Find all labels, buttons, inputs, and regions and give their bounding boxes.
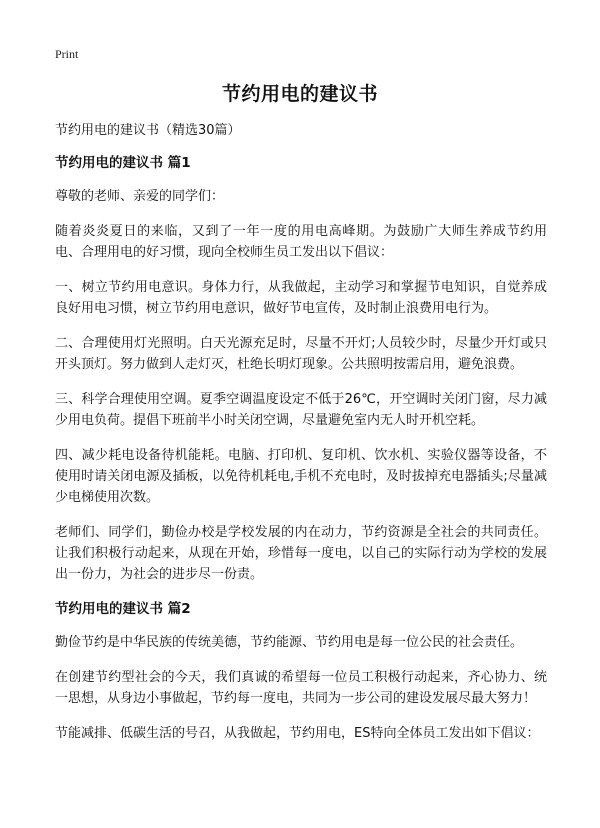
paragraph: 勤俭节约是中华民族的传统美德，节约能源、节约用电是每一位公民的社会责任。 [55,635,524,650]
document-subtitle: 节约用电的建议书（精选30篇） [55,123,241,138]
print-link[interactable]: Print [55,47,79,61]
paragraph: 四、减少耗电设备待机能耗。电脑、打印机、复印机、饮水机、实验仪器等设备，不使用时请关闭电源及插板，以免待机耗电,手机不充电时，及时拔掉充电器插头;尽量减少电梯使用次数。 [55,448,547,505]
paragraph: 老师们、同学们，勤俭办校是学校发展的内在动力，节约资源是全社会的共同责任。让我们积极行动起来，从现在开始，珍惜每一度电，以自己的实际行动为学校的发展出一份力，为社会的进步尽一份责。 [55,525,547,582]
page-title: 节约用电的建议书 [221,83,378,105]
section-1 [55,153,547,585]
section-heading: 节约用电的建议书 篇1 [55,155,191,171]
section-heading: 节约用电的建议书 篇2 [55,601,191,617]
paragraph: 在创建节约型社会的今天，我们真诚的希望每一位员工积极行动起来，齐心协力、统一思想，从身边小事做起，节约每一度电，共同为一步公司的建设发展尽最大努力！ [55,670,547,706]
section-2 [55,599,547,744]
document-body [55,120,547,758]
paragraph: 三、科学合理使用空调。夏季空调温度设定不低于26℃，开空调时关闭门窗，尽力减少用电负荷。提倡下班前半小时关闭空调，尽量避免室内无人时开机空耗。 [55,392,547,428]
paragraph: 二、合理使用灯光照明。白天光源充足时，尽量不开灯;人员较少时，尽量少开灯或只开头顶灯。努力做到人走灯灭，杜绝长明灯现象。公共照明按需启用，避免浪费。 [55,336,547,372]
paragraph: 随着炎炎夏日的来临，又到了一年一度的用电高峰期。为鼓励广大师生养成节约用电、合理用电的好习惯，现向全校师生员工发出以下倡议： [55,224,547,260]
paragraph: 尊敬的老师、亲爱的同学们： [55,189,225,204]
paragraph: 节能减排、低碳生活的号召，从我做起，节约用电，ES特向全体员工发出如下倡议： [55,726,540,741]
paragraph: 一、树立节约用电意识。身体力行，从我做起，主动学习和掌握节电知识，自觉养成良好用电习惯，树立节约用电意识，做好节电宣传，及时制止浪费用电行为。 [55,280,547,316]
